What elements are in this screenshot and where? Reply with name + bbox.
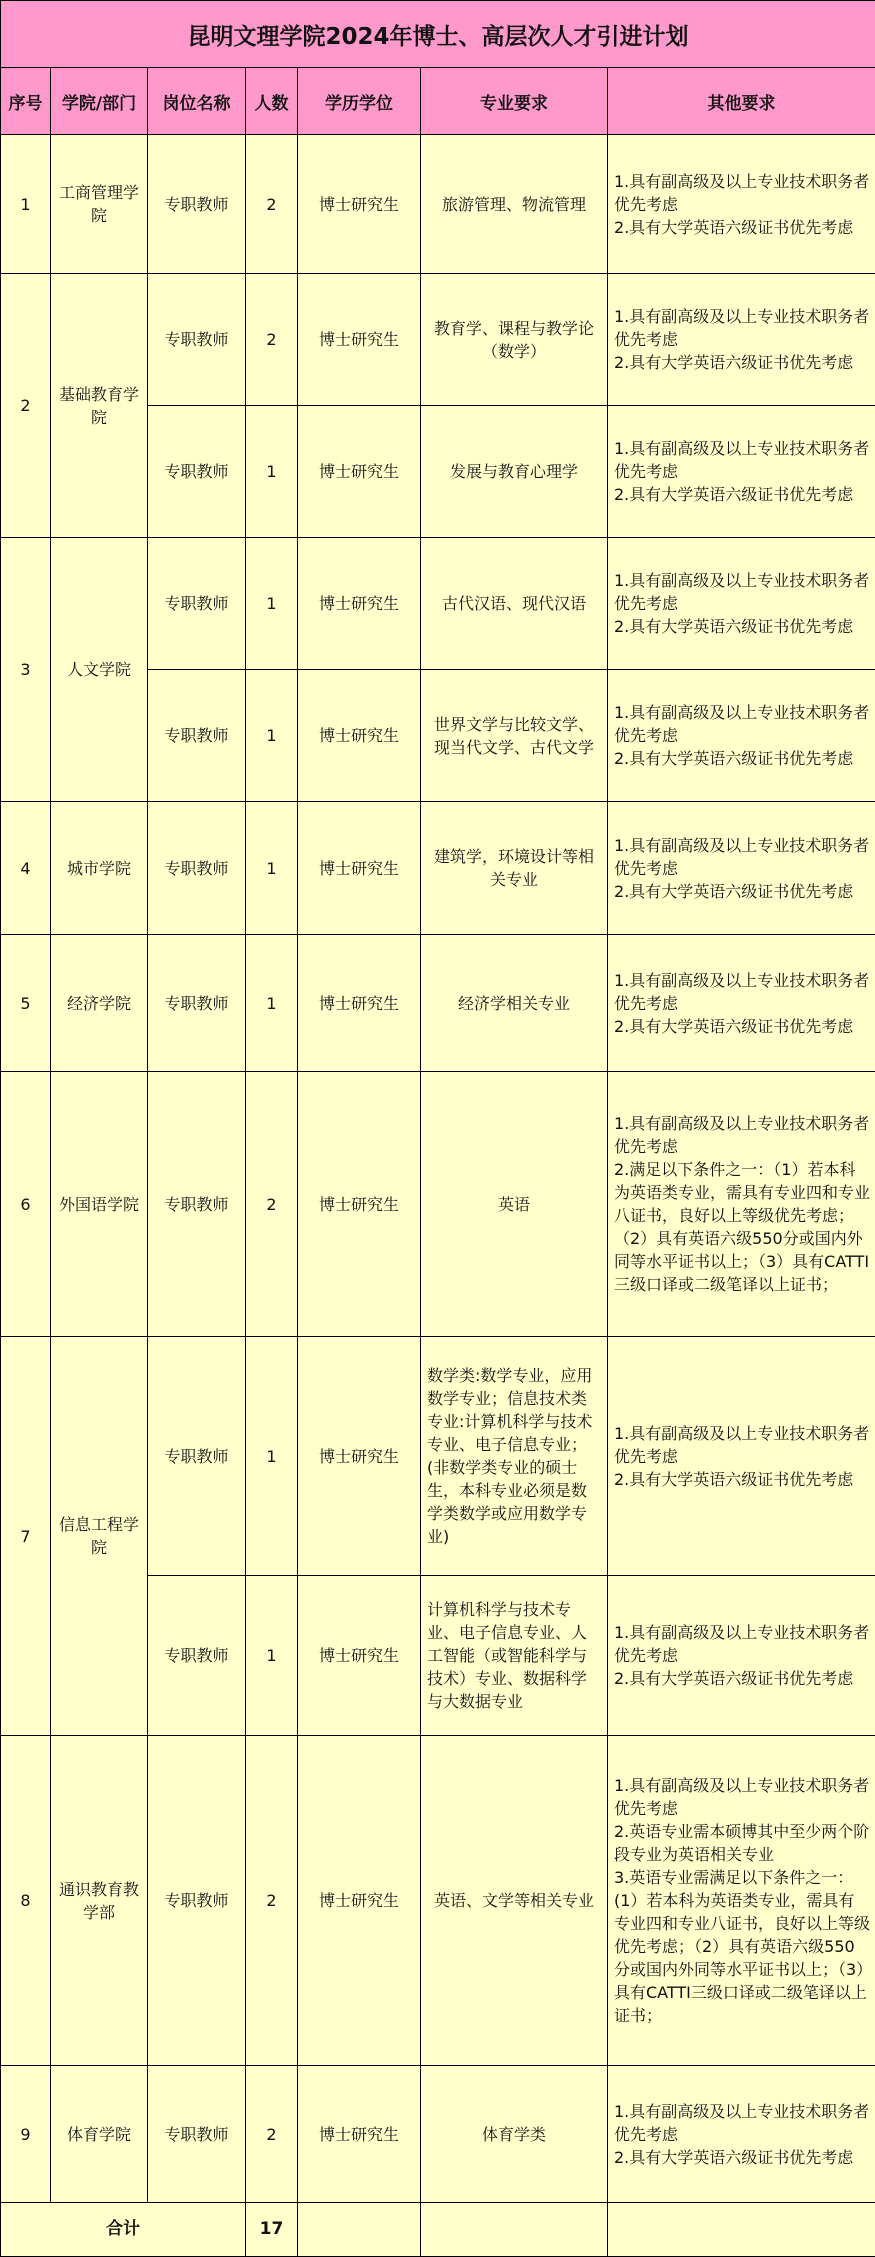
cell-position: 专职教师 — [148, 274, 246, 406]
header-count: 人数 — [246, 68, 298, 135]
cell-dept: 经济学院 — [51, 935, 148, 1072]
cell-position: 专职教师 — [148, 670, 246, 802]
requirement-line: 1.具有副高级及以上专业技术职务者优先考虑 — [614, 437, 870, 483]
table-row — [1, 1072, 875, 1337]
cell-count: 1 — [246, 1337, 298, 1576]
cell-count: 1 — [246, 538, 298, 670]
cell-position: 专职教师 — [148, 406, 246, 538]
requirement-line: 2.具有大学英语六级证书优先考虑 — [614, 351, 870, 374]
cell-dept: 基础教育学院 — [51, 274, 148, 538]
cell-seq: 8 — [1, 1736, 51, 2066]
cell-other — [608, 274, 875, 406]
cell-count: 2 — [246, 1736, 298, 2066]
cell-count: 2 — [246, 2066, 298, 2203]
header-degree: 学历学位 — [298, 68, 421, 135]
cell-position: 专职教师 — [148, 802, 246, 935]
cell-dept: 通识教育教学部 — [51, 1736, 148, 2066]
requirement-line: 1.具有副高级及以上专业技术职务者优先考虑 — [614, 569, 870, 615]
cell-seq: 5 — [1, 935, 51, 1072]
table-row — [1, 274, 875, 406]
table-title: 昆明文理学院2024年博士、高层次人才引进计划 — [1, 1, 875, 68]
requirement-line: 2.具有大学英语六级证书优先考虑 — [614, 880, 870, 903]
cell-position: 专职教师 — [148, 2066, 246, 2203]
cell-dept: 人文学院 — [51, 538, 148, 802]
cell-degree: 博士研究生 — [298, 2066, 421, 2203]
cell-major: 古代汉语、现代汉语 — [421, 538, 608, 670]
cell-degree: 博士研究生 — [298, 1337, 421, 1576]
cell-count: 2 — [246, 1072, 298, 1337]
cell-count: 1 — [246, 406, 298, 538]
requirement-line: 1.具有副高级及以上专业技术职务者优先考虑 — [614, 305, 870, 351]
cell-seq: 3 — [1, 538, 51, 802]
cell-major: 建筑学，环境设计等相关专业 — [421, 802, 608, 935]
cell-position: 专职教师 — [148, 935, 246, 1072]
cell-other — [608, 538, 875, 670]
cell-dept: 体育学院 — [51, 2066, 148, 2203]
requirement-line: 2.具有大学英语六级证书优先考虑 — [614, 1015, 870, 1038]
cell-position: 专职教师 — [148, 1337, 246, 1576]
total-row — [1, 2203, 875, 2257]
table-row — [1, 2066, 875, 2203]
table-row — [1, 802, 875, 935]
cell-seq: 4 — [1, 802, 51, 935]
cell-degree: 博士研究生 — [298, 1736, 421, 2066]
cell-major: 发展与教育心理学 — [421, 406, 608, 538]
cell-dept: 工商管理学院 — [51, 135, 148, 274]
requirement-line: 2.具有大学英语六级证书优先考虑 — [614, 216, 870, 239]
requirement-line: 2.具有大学英语六级证书优先考虑 — [614, 747, 870, 770]
cell-major: 世界文学与比较文学、现当代文学、古代文学 — [421, 670, 608, 802]
cell-dept: 信息工程学院 — [51, 1337, 148, 1736]
requirement-line: 1.具有副高级及以上专业技术职务者优先考虑 — [614, 969, 870, 1015]
requirement-line: 3.英语专业需满足以下条件之一：(1）若本科为英语类专业，需具有专业四和专业八证书，良好以上等级优先考虑；（2）具有英语六级550分或国内外同等水平证书以上；（3）具有CATTI三级口译或二级笔译以上证书； — [614, 1866, 870, 2027]
cell-count: 2 — [246, 135, 298, 274]
table-row — [1, 935, 875, 1072]
requirement-line: 1.具有副高级及以上专业技术职务者优先考虑 — [614, 1112, 870, 1158]
cell-other — [608, 802, 875, 935]
cell-major: 数学类:数学专业，应用数学专业；信息技术类专业:计算机科学与技术专业、电子信息专业；(非数学类专业的硕士生，本科专业必须是数学类数学或应用数学专业) — [421, 1337, 608, 1576]
total-count: 17 — [246, 2203, 298, 2257]
header-other: 其他要求 — [608, 68, 875, 135]
cell-major: 英语、文学等相关专业 — [421, 1736, 608, 2066]
cell-seq: 9 — [1, 2066, 51, 2203]
cell-other — [608, 935, 875, 1072]
cell-position: 专职教师 — [148, 538, 246, 670]
cell-other — [608, 1576, 875, 1736]
cell-degree: 博士研究生 — [298, 274, 421, 406]
requirement-line: 2.具有大学英语六级证书优先考虑 — [614, 483, 870, 506]
requirement-line: 1.具有副高级及以上专业技术职务者优先考虑 — [614, 701, 870, 747]
requirement-line: 2.具有大学英语六级证书优先考虑 — [614, 1468, 870, 1491]
cell-position: 专职教师 — [148, 135, 246, 274]
cell-position: 专职教师 — [148, 1576, 246, 1736]
requirement-line: 1.具有副高级及以上专业技术职务者优先考虑 — [614, 1774, 870, 1820]
requirement-line: 2.具有大学英语六级证书优先考虑 — [614, 1667, 870, 1690]
requirement-line: 2.满足以下条件之一：（1）若本科为英语类专业，需具有专业四和专业八证书，良好以上等级优先考虑；（2）具有英语六级550分或国内外同等水平证书以上；（3）具有CATTI三级口译或二级笔译以上证书； — [614, 1158, 870, 1296]
cell-seq: 7 — [1, 1337, 51, 1736]
header-dept: 学院/部门 — [51, 68, 148, 135]
cell-position: 专职教师 — [148, 1736, 246, 2066]
requirement-line: 1.具有副高级及以上专业技术职务者优先考虑 — [614, 170, 870, 216]
cell-other — [608, 670, 875, 802]
cell-degree: 博士研究生 — [298, 538, 421, 670]
cell-other — [608, 406, 875, 538]
cell-count: 1 — [246, 935, 298, 1072]
table-row — [1, 135, 875, 274]
cell-other — [608, 1736, 875, 2066]
cell-position: 专职教师 — [148, 1072, 246, 1337]
cell-degree: 博士研究生 — [298, 1072, 421, 1337]
cell-count: 1 — [246, 670, 298, 802]
header-row — [1, 68, 875, 135]
header-position: 岗位名称 — [148, 68, 246, 135]
cell-degree: 博士研究生 — [298, 135, 421, 274]
cell-major: 旅游管理、物流管理 — [421, 135, 608, 274]
cell-degree: 博士研究生 — [298, 802, 421, 935]
requirement-line: 2.具有大学英语六级证书优先考虑 — [614, 615, 870, 638]
cell-dept: 城市学院 — [51, 802, 148, 935]
cell-major: 教育学、课程与教学论（数学） — [421, 274, 608, 406]
requirement-line: 1.具有副高级及以上专业技术职务者优先考虑 — [614, 1422, 870, 1468]
cell-seq: 6 — [1, 1072, 51, 1337]
requirement-line: 2.英语专业需本硕博其中至少两个阶段专业为英语相关专业 — [614, 1820, 870, 1866]
cell-seq: 2 — [1, 274, 51, 538]
cell-other — [608, 1072, 875, 1337]
cell-degree: 博士研究生 — [298, 1576, 421, 1736]
cell-dept: 外国语学院 — [51, 1072, 148, 1337]
total-empty-cell — [608, 2203, 875, 2257]
requirement-line: 2.具有大学英语六级证书优先考虑 — [614, 2146, 870, 2169]
cell-major: 经济学相关专业 — [421, 935, 608, 1072]
cell-count: 1 — [246, 1576, 298, 1736]
cell-degree: 博士研究生 — [298, 935, 421, 1072]
cell-major: 计算机科学与技术专业、电子信息专业、人工智能（或智能科学与技术）专业、数据科学与大数据专业 — [421, 1576, 608, 1736]
cell-seq: 1 — [1, 135, 51, 274]
total-empty-cell — [421, 2203, 608, 2257]
cell-degree: 博士研究生 — [298, 670, 421, 802]
cell-other — [608, 135, 875, 274]
cell-count: 1 — [246, 802, 298, 935]
table-row — [1, 1736, 875, 2066]
cell-major: 英语 — [421, 1072, 608, 1337]
cell-other — [608, 1337, 875, 1576]
table-row — [1, 538, 875, 670]
requirement-line: 1.具有副高级及以上专业技术职务者优先考虑 — [614, 834, 870, 880]
cell-count: 2 — [246, 274, 298, 406]
total-empty-cell — [298, 2203, 421, 2257]
header-major: 专业要求 — [421, 68, 608, 135]
table-row — [1, 1337, 875, 1576]
cell-other — [608, 2066, 875, 2203]
cell-degree: 博士研究生 — [298, 406, 421, 538]
requirement-line: 1.具有副高级及以上专业技术职务者优先考虑 — [614, 2100, 870, 2146]
requirement-line: 1.具有副高级及以上专业技术职务者优先考虑 — [614, 1621, 870, 1667]
total-label: 合计 — [1, 2203, 246, 2257]
header-seq: 序号 — [1, 68, 51, 135]
cell-major: 体育学类 — [421, 2066, 608, 2203]
